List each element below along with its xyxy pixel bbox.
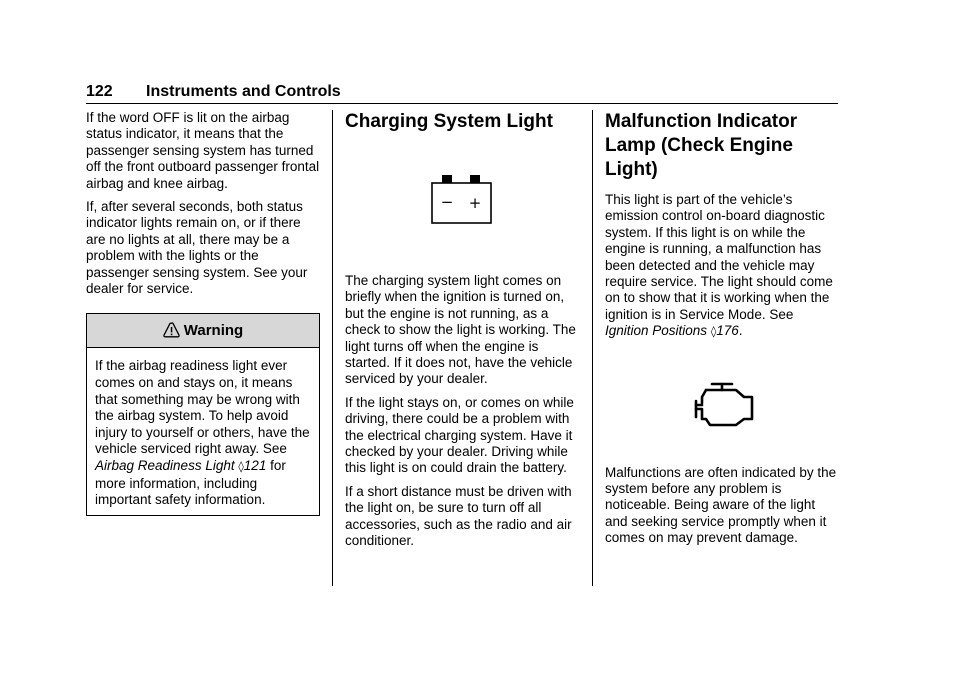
- page-number: 122: [86, 83, 113, 100]
- mil-text-end: .: [738, 323, 743, 339]
- airbag-off-paragraph: If the word OFF is lit on the airbag status indicator, it means that the passenger sensing system has turned off the front outboard passenger frontal airbag and knee airbag.: [86, 110, 320, 191]
- warning-triangle-icon: [163, 322, 180, 338]
- column-divider-left: [332, 110, 333, 586]
- malfunction-indicator-heading: Malfunction Indicator Lamp (Check Engine Light): [605, 111, 798, 180]
- column-airbag-status: [86, 110, 320, 516]
- warning-title: Warning: [183, 322, 244, 340]
- column-charging-system: [345, 110, 579, 557]
- warning-body: [87, 348, 319, 514]
- battery-plus-label: +: [468, 194, 482, 212]
- battery-icon: [430, 175, 494, 225]
- charging-paragraph-1: The charging system light comes on briefly when the ignition is turned on, but the engine is not running, as a check to show the light is working. The light turns off when the engine is started. If it does not, have the vehicle serviced by your dealer.: [345, 273, 576, 387]
- battery-minus-label: −: [440, 193, 454, 211]
- charging-paragraph-2: If the light stays on, or comes on while driving, there could be a problem with the electrical charging system. Have it checked by your dealer. Driving while this light is on could drain the battery.: [345, 394, 574, 476]
- battery-icon-wrap: [345, 175, 579, 233]
- engine-icon-wrap: [605, 381, 839, 429]
- mil-paragraph-2: Malfunctions are often indicated by the system before any problem is noticeable. Being aware of the light and seeking service promptly when it comes on may prevent damage.: [605, 464, 837, 546]
- column-malfunction-indicator: [605, 110, 839, 554]
- xref-airbag-readiness-light[interactable]: Airbag Readiness Light: [95, 458, 235, 474]
- xref-page-176[interactable]: 176: [716, 323, 739, 339]
- xref-page-121[interactable]: 121: [243, 458, 267, 474]
- charging-paragraph-3: If a short distance must be driven with the light on, be sure to turn off all accessories, such as the radio and air conditioner.: [345, 483, 572, 549]
- page-header: [86, 82, 838, 104]
- charging-system-heading: Charging System Light: [345, 111, 553, 132]
- section-title: Instruments and Controls: [146, 83, 341, 100]
- xref-arrow-icon: ◊: [238, 460, 244, 474]
- status-lights-paragraph: If, after several seconds, both status indicator lights remain on, or if there are no lights at all, there may be a problem with the lights or the passenger sensing system. See your dealer for service.: [86, 199, 308, 297]
- xref-arrow-icon: ◊: [710, 325, 717, 339]
- column-divider-right: [592, 110, 593, 586]
- check-engine-icon: [692, 381, 758, 427]
- mil-paragraph-1: [605, 192, 839, 341]
- warning-text: If the airbag readiness light ever comes on and stays on, it means that something may be wrong with the airbag system. To help avoid injury to yourself or others, have the vehicle serviced right away. See: [95, 358, 310, 457]
- warning-box: [86, 313, 320, 515]
- mil-text: This light is part of the vehicle’s emission control on-board diagnostic system. If this light is on while the engine is running, a malfunction has been detected and the vehicle may require service. The light should come on to show that it is working when the ignition is in Service Mode. See: [605, 192, 833, 322]
- warning-text-end: for more information, including important safety information.: [95, 458, 286, 508]
- warning-header: [87, 314, 319, 348]
- xref-ignition-positions[interactable]: Ignition Positions: [605, 323, 708, 339]
